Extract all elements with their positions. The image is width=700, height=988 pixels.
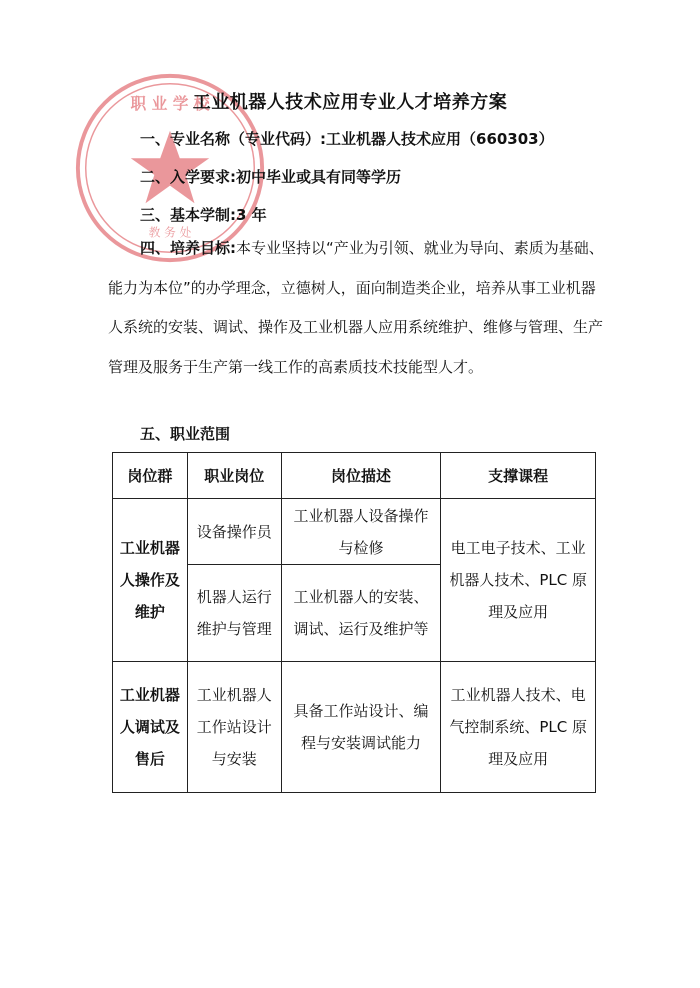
table-row xyxy=(113,662,596,793)
courses-cell: 电工电子技术、工业机器人技术、PLC 原理及应用 xyxy=(441,499,596,662)
section-label: 五、职业范围 xyxy=(140,425,231,443)
job-cell: 工业机器人工作站设计与安装 xyxy=(187,662,281,793)
courses-cell: 工业机器人技术、电气控制系统、PLC 原理及应用 xyxy=(441,662,596,793)
header-cell: 岗位群 xyxy=(113,453,188,499)
table-header-row xyxy=(113,453,596,499)
job-group-cell: 工业机器人调试及售后 xyxy=(113,662,188,793)
job-group-cell: 工业机器人操作及维护 xyxy=(113,499,188,662)
section-label: 四、培养目标: xyxy=(140,239,236,257)
description-cell: 工业机器人的安装、调试、运行及维护等 xyxy=(281,565,441,662)
section-label: 三、基本学制: xyxy=(140,206,236,224)
section-value: 工业机器人技术应用（660303） xyxy=(326,130,554,148)
description-cell: 工业机器人设备操作与检修 xyxy=(281,499,441,565)
job-cell: 机器人运行维护与管理 xyxy=(187,565,281,662)
section-value: 3 年 xyxy=(236,206,267,224)
job-cell: 设备操作员 xyxy=(187,499,281,565)
svg-text:职 业 学 校: 职 业 学 校 xyxy=(130,94,210,114)
header-cell: 职业岗位 xyxy=(187,453,281,499)
section-duration xyxy=(140,204,267,225)
section-label: 一、专业名称（专业代码）: xyxy=(140,130,326,148)
section-career-scope xyxy=(140,423,230,444)
career-table xyxy=(112,452,596,793)
section-value: 本专业坚持以“产业为引领、就业为导向、素质为基础、能力为本位”的办学理念，立德树人，面向制造类企业，培养从事工业机器人系统的安装、调试、操作及工业机器人应用系统维护、维修与管理、生产管理及服务于生产第一线工作的高素质技术技能型人才。 xyxy=(108,239,604,376)
header-cell: 支撑课程 xyxy=(441,453,596,499)
section-major-name xyxy=(140,128,554,149)
table-row xyxy=(113,499,596,565)
document-title: 工业机器人技术应用专业人才培养方案 xyxy=(192,92,508,113)
section-admission xyxy=(140,166,401,187)
section-value: 初中毕业或具有同等学历 xyxy=(236,168,402,186)
header-cell: 岗位描述 xyxy=(281,453,441,499)
svg-text:教 务 处: 教 务 处 xyxy=(148,225,192,240)
section-objective xyxy=(108,229,604,387)
section-label: 二、入学要求: xyxy=(140,168,236,186)
description-cell: 具备工作站设计、编程与安装调试能力 xyxy=(281,662,441,793)
